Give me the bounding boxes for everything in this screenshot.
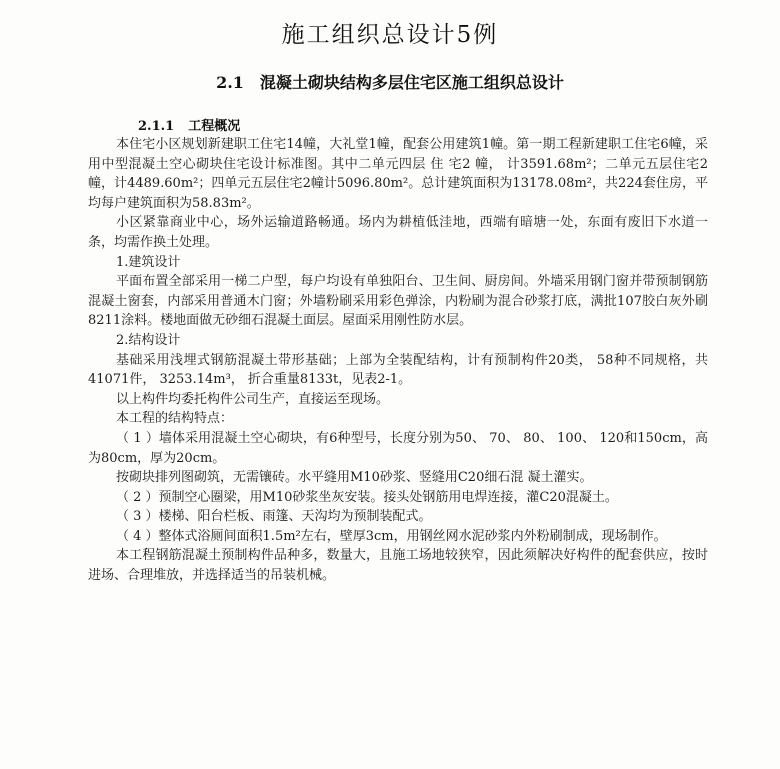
paragraph-overview: 本住宅小区规划新建职工住宅14幢，大礼堂1幢，配套公用建筑1幢。第一期工程新建职工住宅6幢，采用中型混凝土空心砌块住宅设计标准图。其中二单元四层 住 宅2 幢， 计3591.68m²；二单元五层住宅2幢，计4489.60m²；四单元五层住宅2幢计5096.80m²。总计建筑面积为13178.08m²，共224套住房，平均每户建筑面积为58.83m²。 — [88, 137, 708, 211]
paragraph-site: 小区紧靠商业中心，场外运输道路畅通。场内为耕植低洼地，西端有暗塘一处，东面有废旧下水道一条，均需作换土处理。 — [88, 215, 708, 250]
heading-architecture: 1.建筑设计 — [116, 254, 181, 270]
subsection-heading — [138, 115, 240, 134]
list-item-1: （ 1 ）墙体采用混凝土空心砌块，有6种型号，长度分别为50、 70、 80、 100、 120和150cm，高为80cm，厚为20cm。 — [88, 430, 708, 466]
section-heading — [0, 70, 780, 93]
body-text — [88, 135, 708, 586]
paragraph-architecture: 平面布置全部采用一梯二户型，每户均设有单独阳台、卫生间、厨房间。外墙采用钢门窗并带预制钢筋混凝土窗套，内部采用普通木门窗；外墙粉刷采用彩色弹涂，内粉刷为混合砂浆打底，满批107胶白灰外刷8211涂料。楼地面做无砂细石混凝土面层。屋面采用刚性防水层。 — [88, 274, 708, 329]
paragraph-conclusion: 本工程钢筋混凝土预制构件品种多，数量大，且施工场地较狭窄，因此须解决好构件的配套供应，按时进场、合理堆放，并选择适当的吊装机械。 — [88, 548, 708, 584]
paragraph-structure: 基础采用浅埋式钢筋混凝土带形基础；上部为全装配结构，计有预制构件20类， 58种不同规格，共41071件， 3253.14m³， 折合重量8133t，见表2-1。 — [88, 352, 708, 388]
list-item-4: （ 4 ）整体式浴厕间面积1.5m²左右，壁厚3cm，用钢丝网水泥砂浆内外粉刷制成，现场制作。 — [116, 528, 667, 544]
subsection-title: 工程概况 — [188, 119, 241, 134]
section-title: 混凝土砌块结构多层住宅区施工组织总设计 — [259, 73, 564, 92]
book-title: 施工组织总设计5例 — [281, 22, 499, 48]
paragraph-components: 以上构件均委托构件公司生产，直接运至现场。 — [116, 391, 390, 407]
paragraph-masonry: 按砌块排列图砌筑，无需镶砖。水平缝用M10砂浆、竖缝用C20细石混 凝土灌实。 — [116, 470, 593, 486]
list-item-2: （ 2 ）预制空心圈梁，用M10砂浆坐灰安装。接头处钢筋用电焊连接，灌C20混凝土。 — [116, 489, 618, 505]
list-item-3: （ 3 ）楼梯、阳台栏板、雨篷、天沟均为预制装配式。 — [116, 509, 432, 525]
subsection-number: 2.1.1 — [138, 119, 175, 134]
paragraph-features-intro: 本工程的结构特点： — [116, 411, 234, 427]
heading-structure: 2.结构设计 — [116, 332, 181, 348]
section-number: 2.1 — [216, 73, 244, 92]
